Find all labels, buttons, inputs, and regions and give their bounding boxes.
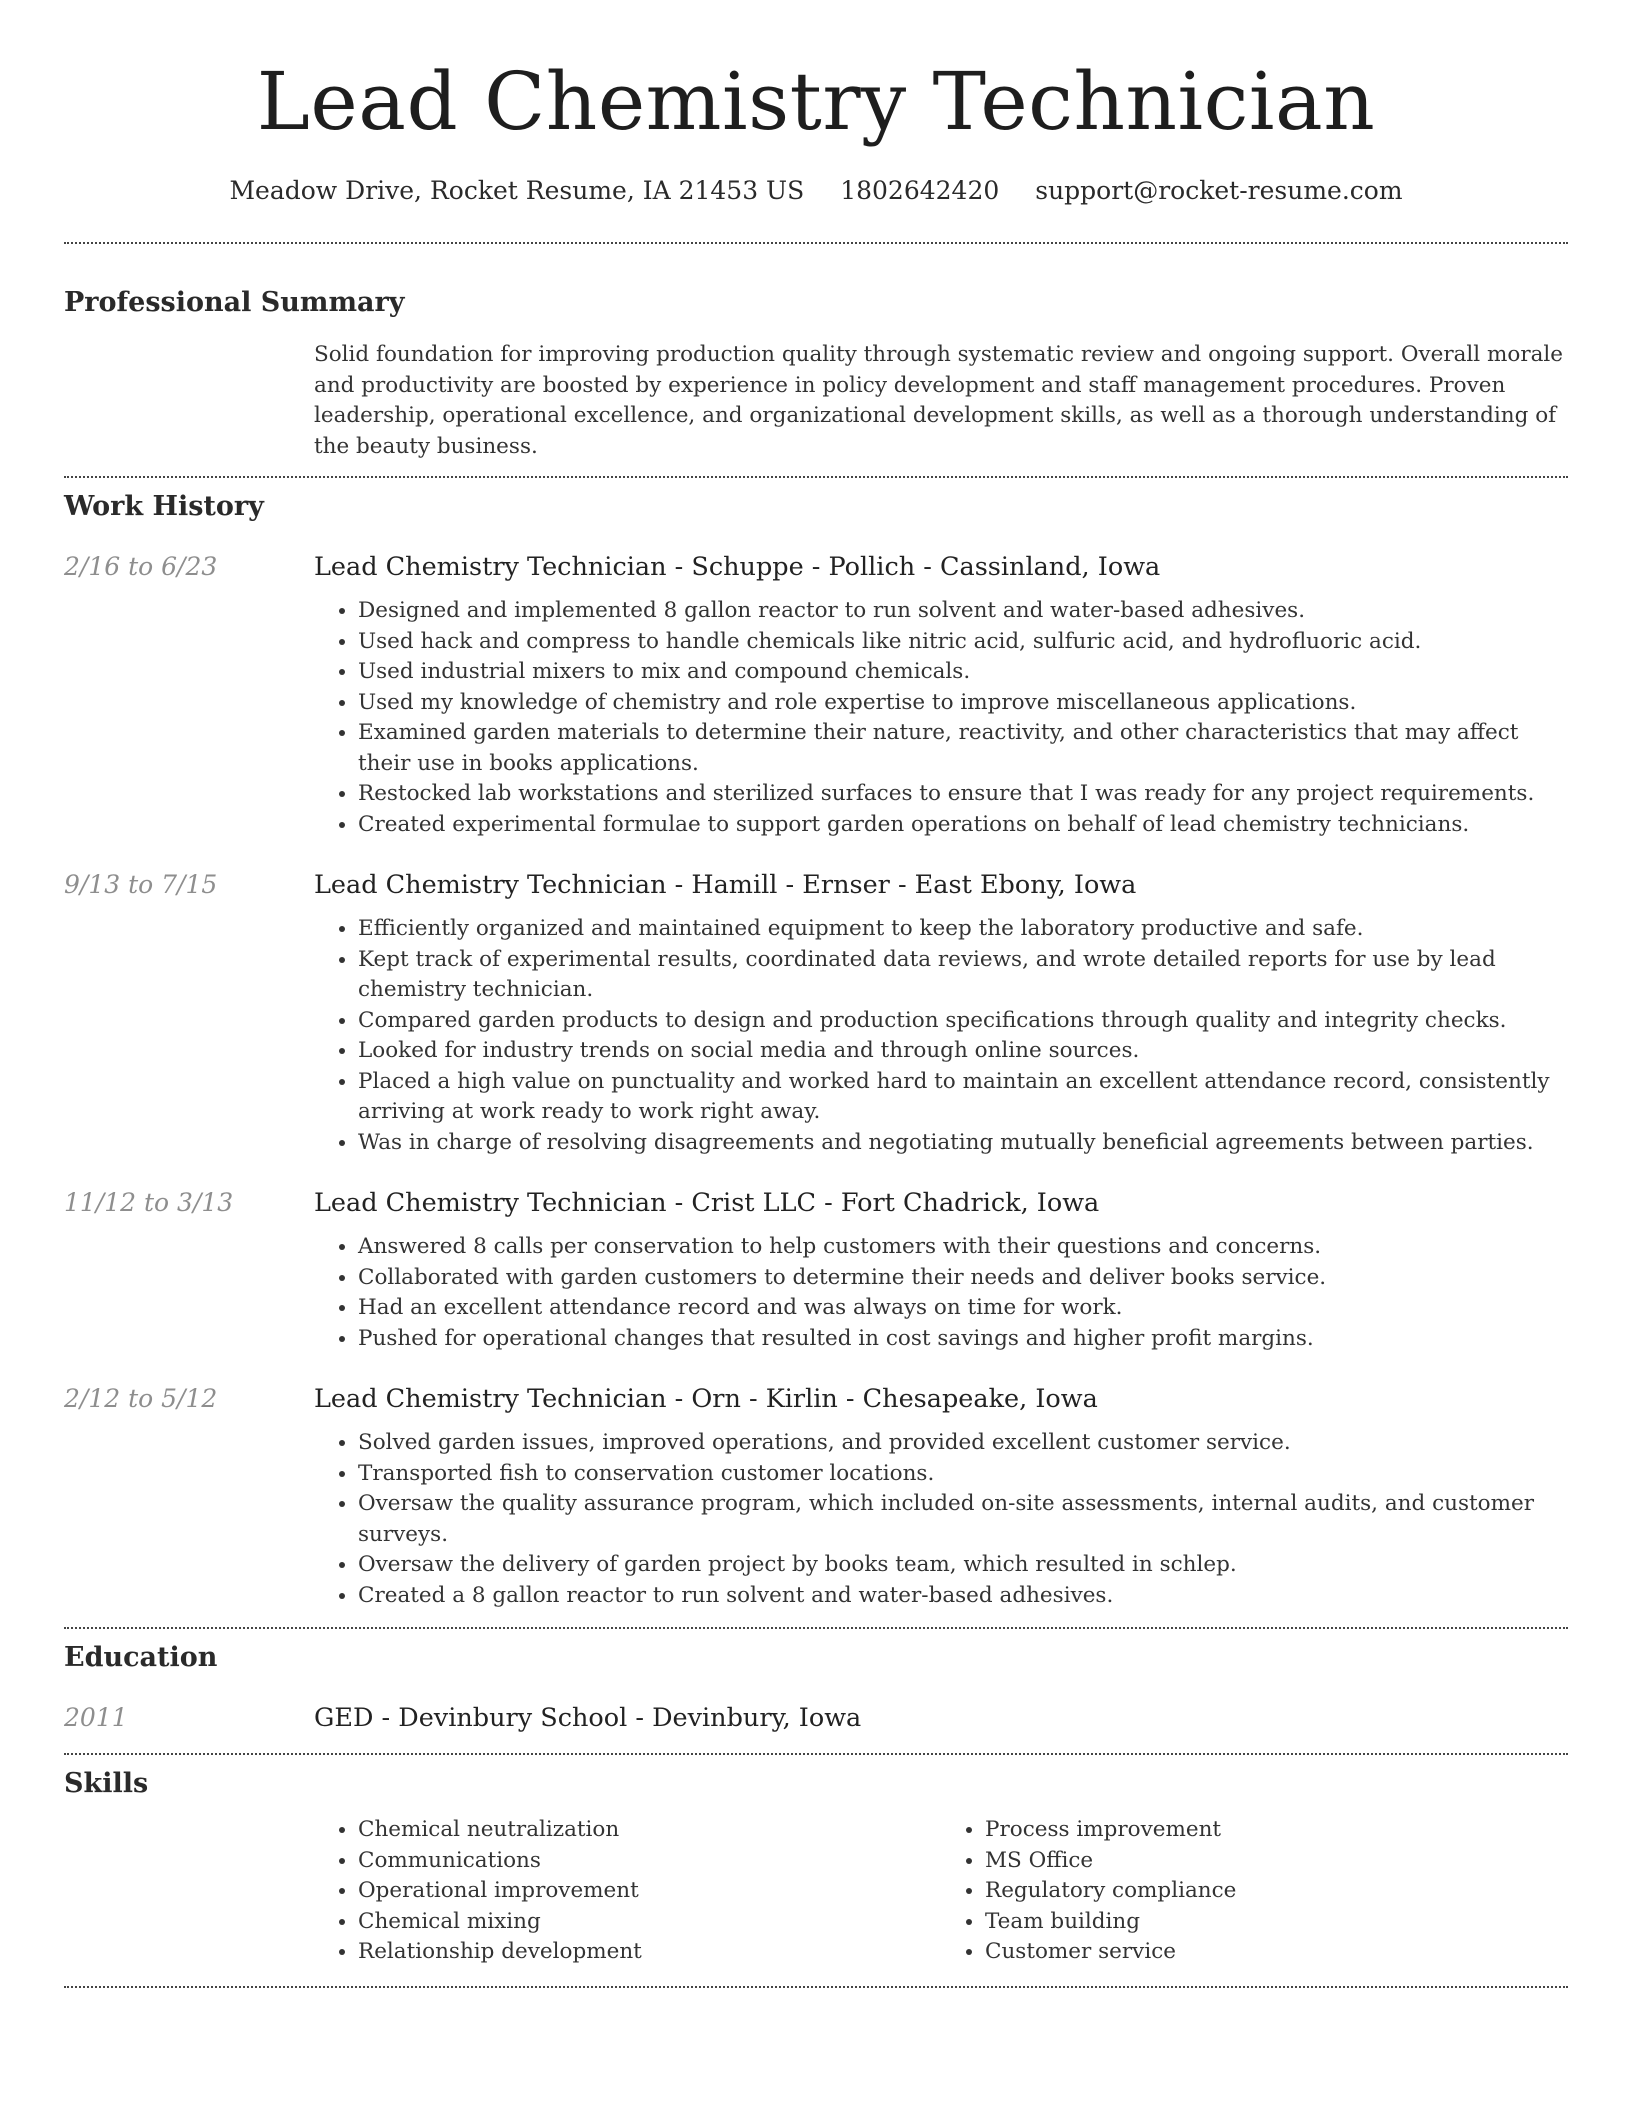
job-body bbox=[314, 1186, 1568, 1354]
skill-item: • Chemical mixing bbox=[358, 1907, 941, 1938]
skill-item: • Process improvement bbox=[985, 1815, 1568, 1846]
job-title: Lead Chemistry Technician - Orn - Kirlin - Chesapeake, Iowa bbox=[314, 1384, 1098, 1414]
contact-email: support@rocket-resume.com bbox=[1035, 176, 1403, 205]
list-item: • Efficiently organized and maintained equipment to keep the laboratory productive and safe. bbox=[358, 914, 1568, 945]
skill-item: • Chemical neutralization bbox=[358, 1815, 941, 1846]
skill-item: • MS Office bbox=[985, 1846, 1568, 1877]
list-item: • Answered 8 calls per conservation to help customers with their questions and concerns. bbox=[358, 1232, 1568, 1263]
list-item: • Placed a high value on punctuality and worked hard to maintain an excellent attendance record, consistently arriving at work ready to work right away. bbox=[358, 1067, 1568, 1128]
list-item: • Created experimental formulae to support garden operations on behalf of lead chemistry technicians. bbox=[358, 810, 1568, 841]
skills-section bbox=[64, 1755, 1568, 1986]
summary-text: Solid foundation for improving production quality through systematic review and ongoing support. Overall morale and productivity are boosted by experience in policy development and staff management procedures. Proven leadership, operational excellence, and organizational development skills, as well as a thorough understanding of the beauty business. bbox=[314, 342, 1564, 459]
skill-item: • Customer service bbox=[985, 1937, 1568, 1968]
job-title: Lead Chemistry Technician - Hamill - Ernser - East Ebony, Iowa bbox=[314, 870, 1137, 900]
section-divider bbox=[64, 1986, 1568, 1988]
list-item: • Kept track of experimental results, coordinated data reviews, and wrote detailed reports for use by lead chemistry technician. bbox=[358, 945, 1568, 1006]
list-item: • Used my knowledge of chemistry and role expertise to improve miscellaneous applications. bbox=[358, 688, 1568, 719]
contact-phone: 1802642420 bbox=[840, 176, 1000, 205]
skill-item: • Regulatory compliance bbox=[985, 1876, 1568, 1907]
professional-summary-section bbox=[64, 244, 1568, 476]
skill-item: • Operational improvement bbox=[358, 1876, 941, 1907]
list-item: • Oversaw the quality assurance program, which included on-site assessments, internal audits, and customer surveys. bbox=[358, 1489, 1568, 1550]
list-item: • Solved garden issues, improved operations, and provided excellent customer service. bbox=[358, 1428, 1568, 1459]
job-title: Lead Chemistry Technician - Crist LLC - Fort Chadrick, Iowa bbox=[314, 1188, 1100, 1218]
job-entry bbox=[64, 550, 1568, 840]
job-date: 2/12 to 5/12 bbox=[64, 1384, 218, 1413]
education-degree: GED - Devinbury School - Devinbury, Iowa bbox=[314, 1703, 862, 1733]
work-history-section bbox=[64, 478, 1568, 1627]
skills-column-right bbox=[941, 1815, 1568, 1968]
education-section bbox=[64, 1629, 1568, 1753]
skills-grid bbox=[314, 1815, 1568, 1986]
list-item: • Oversaw the delivery of garden project by books team, which resulted in schlep. bbox=[358, 1550, 1568, 1581]
contact-address: Meadow Drive, Rocket Resume, IA 21453 US bbox=[229, 176, 805, 205]
list-item: • Transported fish to conservation customer locations. bbox=[358, 1459, 1568, 1490]
job-date: 11/12 to 3/13 bbox=[64, 1188, 234, 1217]
job-entry bbox=[64, 1382, 1568, 1611]
section-title-education: Education bbox=[64, 1642, 218, 1673]
job-date: 9/13 to 7/15 bbox=[64, 870, 218, 899]
job-bullets bbox=[314, 914, 1568, 1158]
skill-item: • Relationship development bbox=[358, 1937, 941, 1968]
list-item: • Had an excellent attendance record and was always on time for work. bbox=[358, 1293, 1568, 1324]
job-body bbox=[314, 550, 1568, 840]
list-item: • Looked for industry trends on social media and through online sources. bbox=[358, 1036, 1568, 1067]
list-item: • Compared garden products to design and production specifications through quality and integrity checks. bbox=[358, 1006, 1568, 1037]
section-title-work-history: Work History bbox=[64, 491, 264, 522]
contact-line bbox=[64, 174, 1568, 208]
job-body bbox=[314, 868, 1568, 1158]
job-entry bbox=[64, 868, 1568, 1158]
section-title-summary: Professional Summary bbox=[64, 287, 405, 318]
job-bullets bbox=[314, 596, 1568, 840]
list-item: • Designed and implemented 8 gallon reactor to run solvent and water-based adhesives. bbox=[358, 596, 1568, 627]
list-item: • Examined garden materials to determine their nature, reactivity, and other characteristics that may affect their use in books applications. bbox=[358, 718, 1568, 779]
skill-item: • Team building bbox=[985, 1907, 1568, 1938]
job-entry bbox=[64, 1186, 1568, 1354]
list-item: • Used industrial mixers to mix and compound chemicals. bbox=[358, 657, 1568, 688]
education-date: 2011 bbox=[64, 1703, 128, 1732]
skill-item: • Communications bbox=[358, 1846, 941, 1877]
list-item: • Collaborated with garden customers to determine their needs and deliver books service. bbox=[358, 1263, 1568, 1294]
job-body bbox=[314, 1382, 1568, 1611]
job-title: Lead Chemistry Technician - Schuppe - Pollich - Cassinland, Iowa bbox=[314, 552, 1161, 582]
section-title-skills: Skills bbox=[64, 1768, 149, 1799]
resume-header bbox=[64, 0, 1568, 208]
job-bullets bbox=[314, 1232, 1568, 1354]
education-entry bbox=[64, 1701, 1568, 1753]
list-item: • Used hack and compress to handle chemicals like nitric acid, sulfuric acid, and hydrofluoric acid. bbox=[358, 627, 1568, 658]
list-item: • Pushed for operational changes that resulted in cost savings and higher profit margins. bbox=[358, 1324, 1568, 1355]
skills-column-left bbox=[314, 1815, 941, 1968]
job-bullets bbox=[314, 1428, 1568, 1611]
list-item: • Restocked lab workstations and sterilized surfaces to ensure that I was ready for any project requirements. bbox=[358, 779, 1568, 810]
candidate-name: Lead Chemistry Technician bbox=[256, 55, 1376, 148]
list-item: • Created a 8 gallon reactor to run solvent and water-based adhesives. bbox=[358, 1581, 1568, 1612]
job-date: 2/16 to 6/23 bbox=[64, 552, 218, 581]
list-item: • Was in charge of resolving disagreements and negotiating mutually beneficial agreements between parties. bbox=[358, 1128, 1568, 1159]
